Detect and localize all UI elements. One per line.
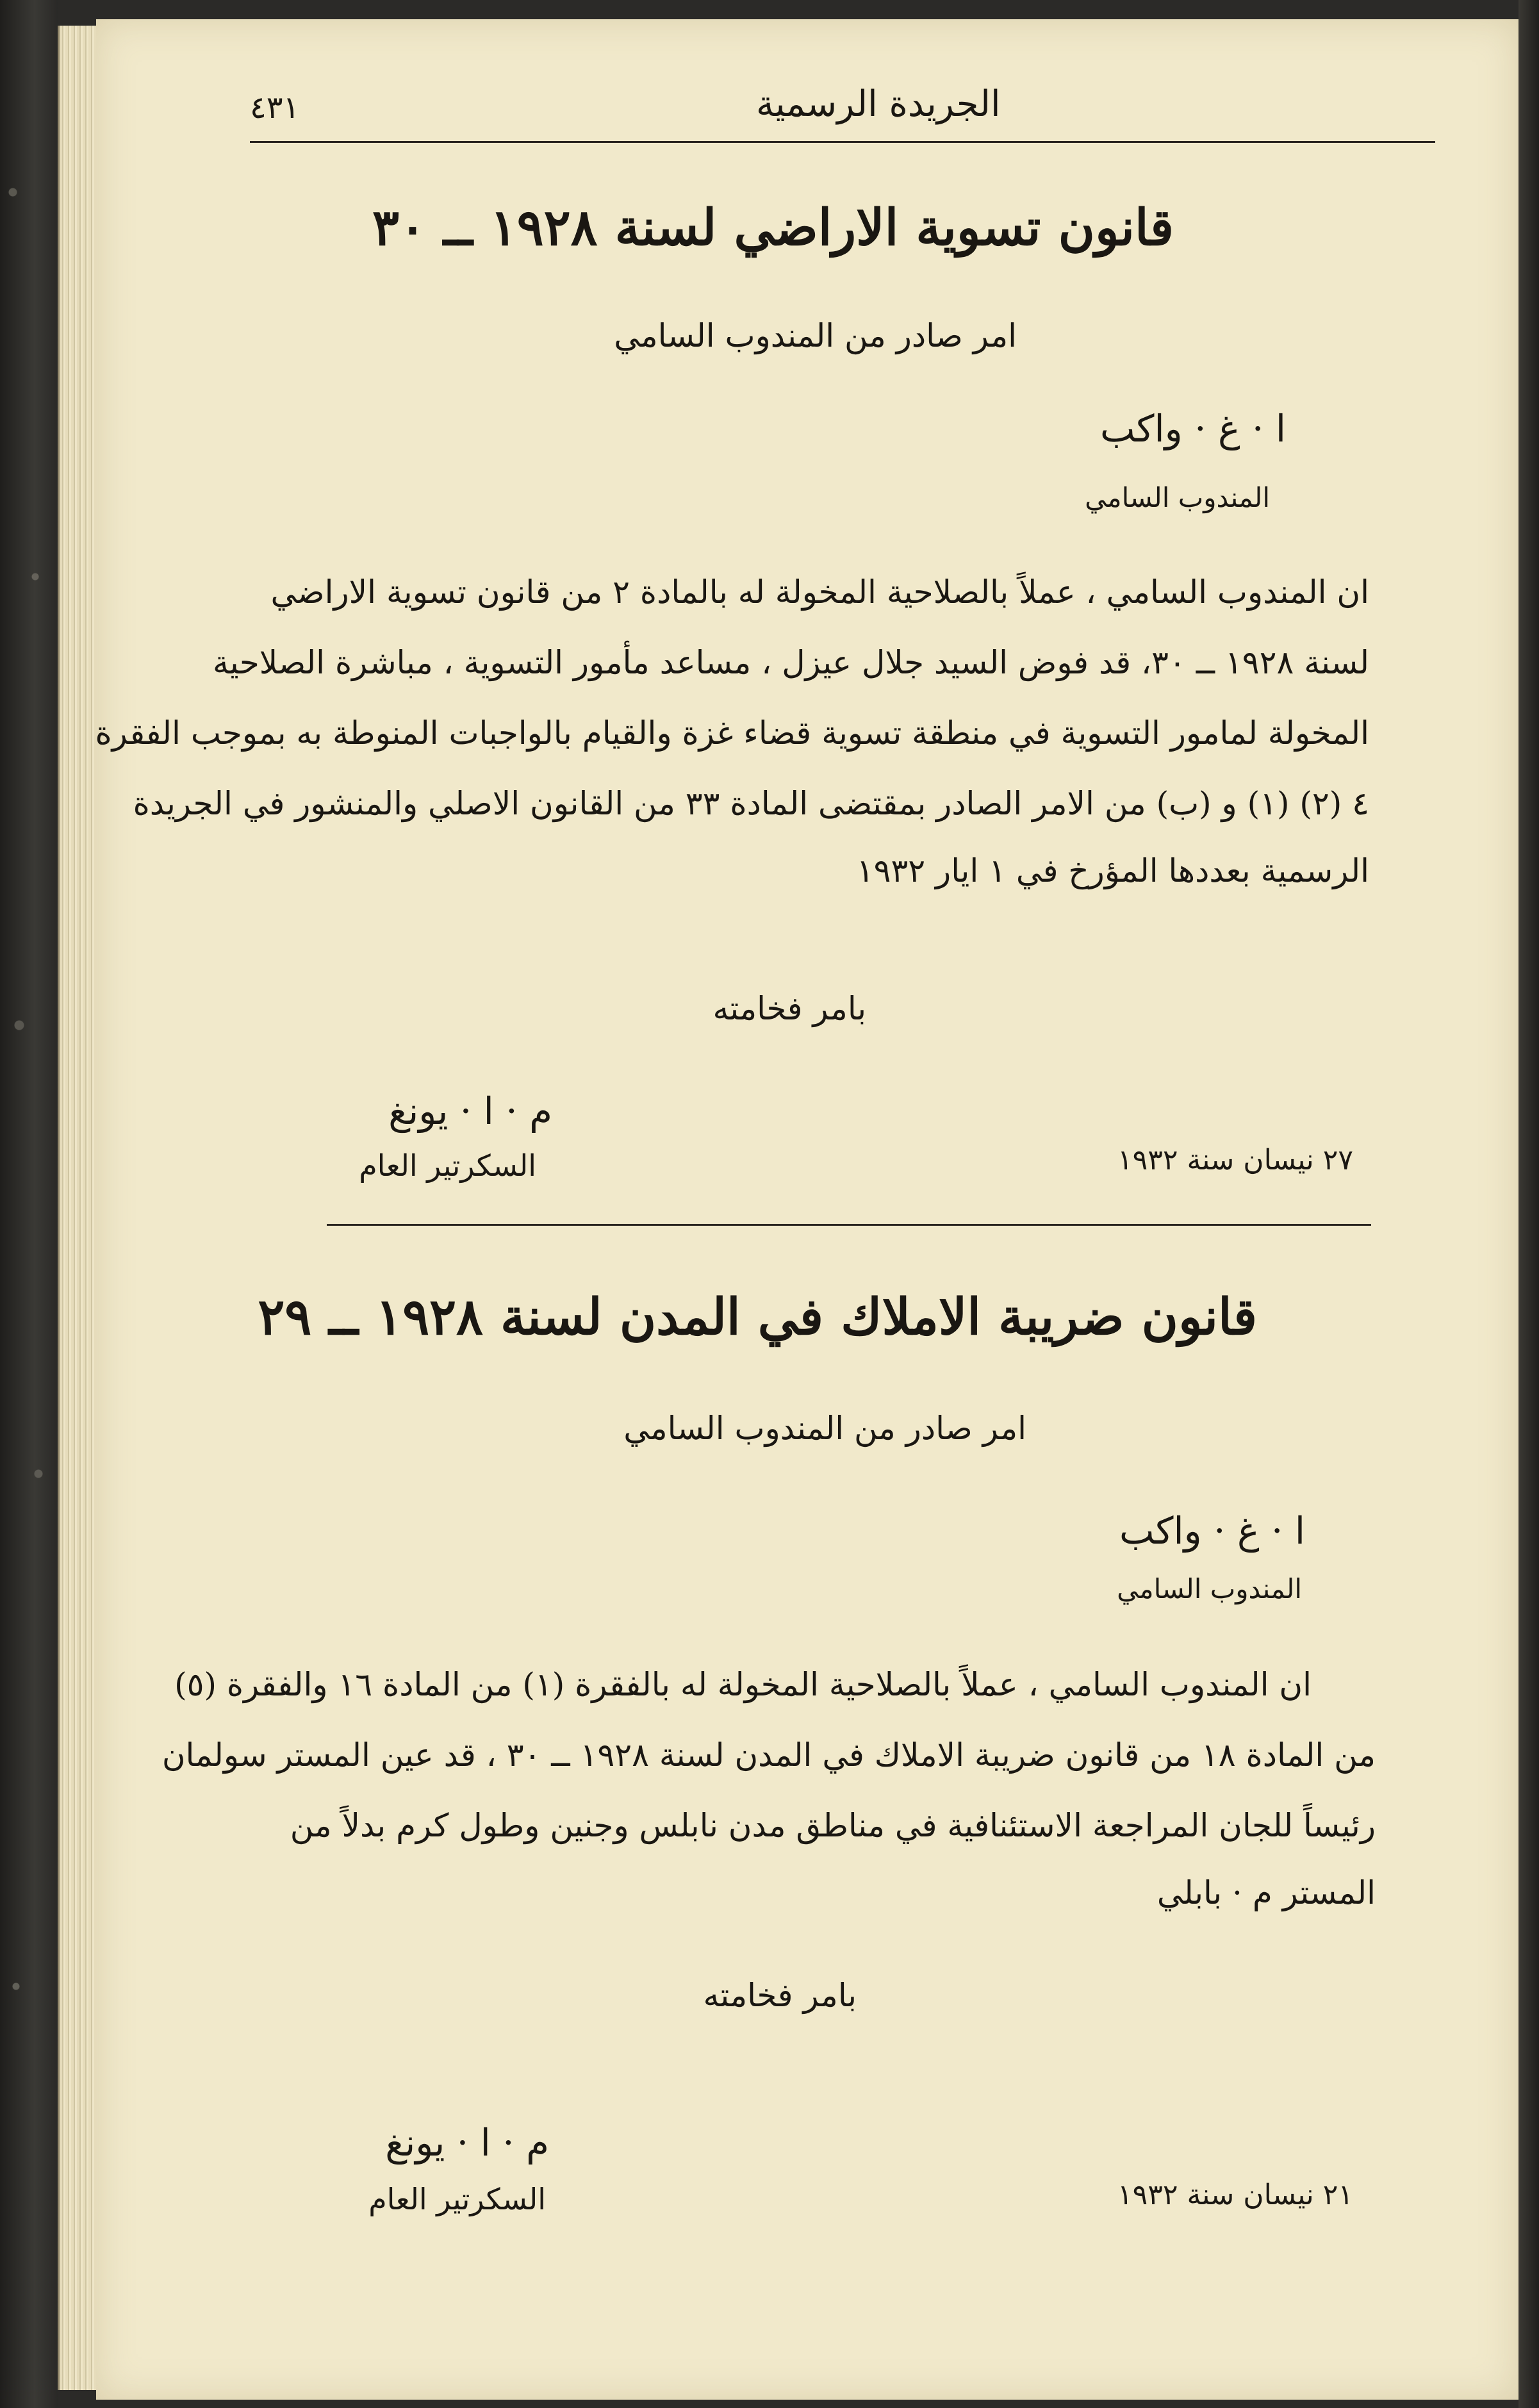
page <box>96 19 1518 2400</box>
section-1-secretary-name: م · ا · يونغ <box>388 1089 552 1133</box>
section-1-secretary-role: السكرتير العام <box>359 1148 536 1183</box>
section-divider <box>327 1224 1371 1226</box>
section-1-subtitle: امر صادر من المندوب السامي <box>614 317 1017 354</box>
section-2-body-line-2: من المادة ١٨ من قانون ضريبة الاملاك في المدن لسنة ١٩٢٨ ــ ٣٠ ، قد عين المستر سولمان <box>161 1736 1376 1774</box>
section-1-date: ٢٧ نيسان سنة ١٩٣٢ <box>1117 1144 1353 1176</box>
section-2-title: قانون ضريبة الاملاك في المدن لسنة ١٩٢٨ ــ ٢٩ <box>258 1288 1257 1346</box>
section-2-secretary-name: م · ا · يونغ <box>385 2121 549 2165</box>
section-2-body-line-1: ان المندوب السامي ، عملاً بالصلاحية المخولة له بالفقرة (١) من المادة ١٦ والفقرة (٥) <box>174 1666 1312 1703</box>
book-binding <box>0 0 58 2408</box>
section-1-body-line-2: لسنة ١٩٢٨ ــ ٣٠، قد فوض السيد جلال عيزل ، مساعد مأمور التسوية ، مباشرة الصلاحية <box>212 644 1369 681</box>
section-1-body-line-4: ٤ (٢) (١) و (ب) من الامر الصادر بمقتضى المادة ٣٣ من القانون الاصلي والمنشور في الجريدة <box>133 785 1369 822</box>
section-1-body-line-1: ان المندوب السامي ، عملاً بالصلاحية المخولة له بالمادة ٢ من قانون تسوية الاراضي <box>270 573 1369 611</box>
section-1-body-line-3: المخولة لمامور التسوية في منطقة تسوية قضاء غزة والقيام بالواجبات المنوطة به بموجب الفقرة <box>95 714 1369 752</box>
section-2-date: ٢١ نيسان سنة ١٩٣٢ <box>1117 2179 1353 2211</box>
section-2-subtitle: امر صادر من المندوب السامي <box>623 1410 1026 1447</box>
section-1-signer-role: المندوب السامي <box>1085 482 1270 513</box>
section-1-by-order: بامر فخامته <box>712 990 866 1027</box>
section-1-title: قانون تسوية الاراضي لسنة ١٩٢٨ ــ ٣٠ <box>372 199 1174 257</box>
section-1-signer-name: ا · غ · واكب <box>1099 407 1286 450</box>
right-binding-edge <box>1518 0 1539 2408</box>
header-rule <box>250 141 1435 143</box>
page-number: ٤٣١ <box>250 90 300 126</box>
section-2-by-order: بامر فخامته <box>703 1977 857 2014</box>
running-title: الجريدة الرسمية <box>756 83 1001 125</box>
section-2-body-line-3: رئيساً للجان المراجعة الاستئنافية في مناطق مدن نابلس وجنين وطول كرم بدلاً من <box>290 1807 1376 1844</box>
section-1-body-line-5: الرسمية بعددها المؤرخ في ١ ايار ١٩٣٢ <box>856 852 1369 889</box>
section-2-signer-role: المندوب السامي <box>1117 1573 1302 1604</box>
section-2-secretary-role: السكرتير العام <box>368 2182 546 2216</box>
section-2-signer-name: ا · غ · واكب <box>1119 1509 1305 1553</box>
section-2-body-line-4: المستر م · بابلي <box>1156 1874 1376 1911</box>
